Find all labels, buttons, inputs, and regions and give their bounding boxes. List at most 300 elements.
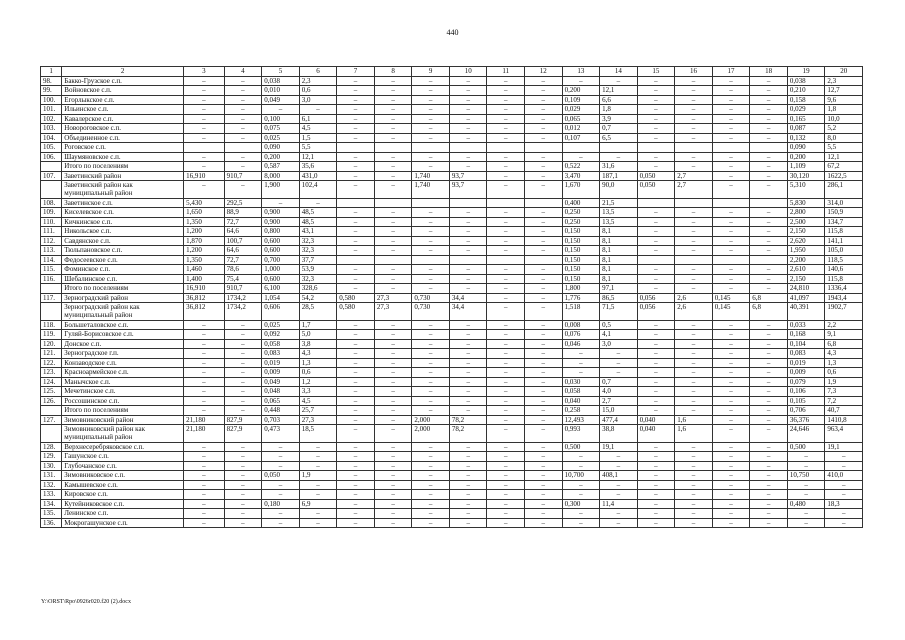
value-cell: – (675, 358, 713, 368)
value-cell: – (525, 509, 563, 519)
value-cell: – (750, 406, 788, 416)
table-row (41, 284, 863, 294)
value-cell: – (412, 217, 450, 227)
value-cell: 8,1 (600, 255, 638, 265)
value-cell: – (675, 227, 713, 237)
value-cell: 75,4 (224, 274, 262, 284)
table-row (41, 217, 863, 227)
value-cell: – (224, 330, 262, 340)
value-cell: 64,6 (224, 246, 262, 256)
value-cell: – (750, 133, 788, 143)
value-cell: – (712, 105, 750, 115)
value-cell: – (224, 452, 262, 462)
value-cell: – (675, 368, 713, 378)
value-cell: 7,2 (825, 396, 863, 406)
value-cell: 0,050 (637, 181, 675, 199)
value-cell (750, 143, 788, 153)
value-cell: 88,9 (224, 208, 262, 218)
table-row (41, 509, 863, 519)
value-cell: – (487, 406, 525, 416)
table-row (41, 198, 863, 208)
value-cell: 18,3 (825, 499, 863, 509)
value-cell (637, 255, 675, 265)
value-cell: 1,3 (299, 358, 337, 368)
value-cell: – (525, 105, 563, 115)
value-cell: – (525, 396, 563, 406)
value-cell: 6,9 (299, 499, 337, 509)
value-cell: – (750, 265, 788, 275)
value-cell: 1734,2 (224, 293, 262, 303)
value-cell: 4,5 (299, 396, 337, 406)
value-cell: – (712, 368, 750, 378)
value-cell: 27,3 (374, 293, 412, 303)
value-cell: – (412, 152, 450, 162)
value-cell: – (562, 518, 600, 528)
value-cell: 1622,5 (825, 171, 863, 181)
value-cell: – (449, 162, 487, 172)
value-cell: 32,3 (299, 246, 337, 256)
value-cell: 0,800 (262, 227, 300, 237)
value-cell: – (224, 95, 262, 105)
value-cell: – (675, 236, 713, 246)
row-name-cell: Кичкинское с.п. (62, 217, 184, 227)
value-cell: – (412, 358, 450, 368)
row-name-cell: Мечетинское с.п. (62, 387, 184, 397)
value-cell: 0,180 (262, 499, 300, 509)
value-cell: – (637, 86, 675, 96)
value-cell: – (337, 339, 375, 349)
value-cell: – (224, 396, 262, 406)
value-cell: 54,2 (299, 293, 337, 303)
row-name-cell: Федосеевское с.п. (62, 255, 184, 265)
value-cell (750, 255, 788, 265)
table-row (41, 162, 863, 172)
value-cell: – (675, 452, 713, 462)
row-number-cell: 128. (41, 442, 62, 452)
value-cell: 25,7 (299, 406, 337, 416)
value-cell: – (487, 303, 525, 321)
value-cell: 0,706 (787, 406, 825, 416)
value-cell (374, 198, 412, 208)
value-cell: 0,300 (562, 499, 600, 509)
value-cell: – (712, 425, 750, 443)
table-row (41, 518, 863, 528)
value-cell: – (712, 124, 750, 134)
value-cell: – (224, 461, 262, 471)
column-header: 5 (262, 67, 300, 77)
table-row (41, 274, 863, 284)
value-cell: – (750, 76, 788, 86)
value-cell: – (374, 499, 412, 509)
value-cell: 0,132 (787, 133, 825, 143)
value-cell: – (750, 95, 788, 105)
row-number-cell: 132. (41, 480, 62, 490)
value-cell: – (600, 461, 638, 471)
value-cell: 0,065 (262, 396, 300, 406)
value-cell: – (712, 265, 750, 275)
value-cell: 0,056 (637, 303, 675, 321)
value-cell: – (412, 396, 450, 406)
value-cell: 86,5 (600, 293, 638, 303)
column-header: 11 (487, 67, 525, 77)
value-cell: 34,4 (449, 303, 487, 321)
row-name-cell: Кавалерское с.п. (62, 114, 184, 124)
value-cell: – (412, 490, 450, 500)
value-cell: – (712, 471, 750, 481)
value-cell: – (675, 284, 713, 294)
value-cell: 27,3 (299, 415, 337, 425)
value-cell: 40,7 (825, 406, 863, 416)
value-cell: – (224, 471, 262, 481)
value-cell: – (262, 105, 300, 115)
table-row (41, 208, 863, 218)
value-cell: – (675, 162, 713, 172)
value-cell: – (487, 490, 525, 500)
value-cell: – (487, 265, 525, 275)
row-name-cell: Кировское с.п. (62, 490, 184, 500)
value-cell: – (224, 339, 262, 349)
value-cell: 8,1 (600, 274, 638, 284)
table-row (41, 246, 863, 256)
row-name-cell: Роговское с.п. (62, 143, 184, 153)
value-cell: – (412, 274, 450, 284)
value-cell: – (750, 246, 788, 256)
value-cell: – (184, 471, 225, 481)
value-cell: 41,097 (787, 293, 825, 303)
row-name-cell: Манычское с.п. (62, 377, 184, 387)
value-cell: 0,730 (412, 303, 450, 321)
value-cell: 21,5 (600, 198, 638, 208)
table-row (41, 105, 863, 115)
value-cell: – (262, 442, 300, 452)
value-cell: – (337, 490, 375, 500)
value-cell: 0,150 (562, 227, 600, 237)
value-cell: – (449, 320, 487, 330)
table-row (41, 461, 863, 471)
value-cell: – (675, 339, 713, 349)
value-cell: – (487, 480, 525, 490)
value-cell: – (449, 442, 487, 452)
value-cell: 0,900 (262, 217, 300, 227)
column-header: 14 (600, 67, 638, 77)
value-cell: 12,7 (825, 86, 863, 96)
value-cell: 93,7 (449, 171, 487, 181)
value-cell: – (487, 208, 525, 218)
value-cell: 827,9 (224, 415, 262, 425)
value-cell: – (449, 105, 487, 115)
value-cell: – (750, 368, 788, 378)
value-cell: – (337, 152, 375, 162)
value-cell: 3,0 (600, 339, 638, 349)
value-cell: 431,0 (299, 171, 337, 181)
value-cell: – (525, 499, 563, 509)
value-cell: 2,620 (787, 236, 825, 246)
value-cell: – (600, 490, 638, 500)
value-cell: 118,5 (825, 255, 863, 265)
row-number-cell: 133. (41, 490, 62, 500)
value-cell: – (224, 480, 262, 490)
value-cell: 0,150 (562, 274, 600, 284)
value-cell: 0,033 (787, 320, 825, 330)
value-cell: – (675, 274, 713, 284)
value-cell: – (184, 320, 225, 330)
value-cell: – (675, 490, 713, 500)
value-cell: – (487, 377, 525, 387)
value-cell: – (299, 490, 337, 500)
value-cell: – (712, 76, 750, 86)
value-cell: 0,6 (299, 368, 337, 378)
column-header: 16 (675, 67, 713, 77)
value-cell: 0,104 (787, 339, 825, 349)
value-cell: – (637, 95, 675, 105)
value-cell: 477,4 (600, 415, 638, 425)
value-cell: 0,500 (787, 442, 825, 452)
value-cell: – (412, 461, 450, 471)
value-cell: 11,4 (600, 499, 638, 509)
row-name-cell: Тюльпановское с.п. (62, 246, 184, 256)
row-name-cell: Новороговское с.п. (62, 124, 184, 134)
value-cell: – (449, 349, 487, 359)
value-cell (750, 198, 788, 208)
value-cell: – (487, 124, 525, 134)
row-number-cell: 112. (41, 236, 62, 246)
row-name-cell: Итого по поселениям (62, 284, 184, 294)
value-cell: 963,4 (825, 425, 863, 443)
value-cell (525, 198, 563, 208)
value-cell: 3,0 (299, 95, 337, 105)
value-cell: 0,473 (262, 425, 300, 443)
value-cell: – (412, 330, 450, 340)
value-cell: – (750, 377, 788, 387)
value-cell: 1,670 (562, 181, 600, 199)
value-cell: 0,019 (262, 358, 300, 368)
value-cell: – (374, 349, 412, 359)
value-cell: 2,2 (825, 320, 863, 330)
value-cell: – (825, 518, 863, 528)
value-cell: – (562, 76, 600, 86)
value-cell: 53,9 (299, 265, 337, 275)
value-cell: 0,075 (262, 124, 300, 134)
value-cell: – (750, 490, 788, 500)
value-cell: – (487, 320, 525, 330)
value-cell: – (525, 76, 563, 86)
value-cell: – (412, 442, 450, 452)
value-cell: – (262, 490, 300, 500)
value-cell: – (712, 236, 750, 246)
value-cell: – (637, 480, 675, 490)
value-cell: – (675, 95, 713, 105)
value-cell: – (262, 518, 300, 528)
value-cell: – (224, 377, 262, 387)
table-row (41, 236, 863, 246)
table-row (41, 349, 863, 359)
table-row (41, 490, 863, 500)
value-cell: – (675, 133, 713, 143)
value-cell: – (449, 499, 487, 509)
value-cell: – (449, 246, 487, 256)
value-cell: – (675, 349, 713, 359)
table-row (41, 415, 863, 425)
value-cell: 1336,4 (825, 284, 863, 294)
table-row (41, 95, 863, 105)
column-header: 17 (712, 67, 750, 77)
value-cell: – (637, 274, 675, 284)
value-cell: 31,6 (600, 162, 638, 172)
value-cell: – (337, 217, 375, 227)
value-cell: – (299, 442, 337, 452)
value-cell: 1,800 (562, 284, 600, 294)
row-number-cell: 126. (41, 396, 62, 406)
value-cell: 1,8 (825, 105, 863, 115)
value-cell: – (750, 396, 788, 406)
value-cell: – (525, 171, 563, 181)
value-cell: – (675, 499, 713, 509)
value-cell: – (224, 490, 262, 500)
value-cell: 9,6 (825, 95, 863, 105)
value-cell: 1,400 (184, 274, 225, 284)
value-cell: 286,1 (825, 181, 863, 199)
table-row (41, 368, 863, 378)
value-cell: – (600, 152, 638, 162)
value-cell: 1,200 (184, 246, 225, 256)
value-cell: – (637, 265, 675, 275)
value-cell: – (299, 518, 337, 528)
value-cell: 4,5 (299, 124, 337, 134)
value-cell: – (487, 442, 525, 452)
value-cell: – (637, 114, 675, 124)
value-cell: 1,900 (262, 181, 300, 199)
value-cell: – (412, 387, 450, 397)
value-cell: – (184, 368, 225, 378)
value-cell: – (675, 330, 713, 340)
value-cell: – (449, 76, 487, 86)
value-cell: – (825, 480, 863, 490)
value-cell: – (449, 396, 487, 406)
value-cell: 8,1 (600, 227, 638, 237)
value-cell: – (224, 152, 262, 162)
row-name-cell: Глубочанское с.п. (62, 461, 184, 471)
value-cell: – (637, 330, 675, 340)
value-cell: – (712, 274, 750, 284)
value-cell: – (562, 509, 600, 519)
value-cell: 1,5 (299, 133, 337, 143)
value-cell: – (487, 236, 525, 246)
column-header: 12 (525, 67, 563, 77)
value-cell: – (750, 415, 788, 425)
row-name-cell: Красноармейское с.п. (62, 368, 184, 378)
row-number-cell: 124. (41, 377, 62, 387)
value-cell: 0,010 (262, 86, 300, 96)
value-cell: – (712, 406, 750, 416)
value-cell: – (184, 480, 225, 490)
value-cell: – (487, 95, 525, 105)
value-cell: – (525, 452, 563, 462)
value-cell: 1,740 (412, 181, 450, 199)
value-cell: 2,7 (600, 396, 638, 406)
value-cell: 141,1 (825, 236, 863, 246)
value-cell: – (675, 480, 713, 490)
value-cell: 910,7 (224, 284, 262, 294)
value-cell: 32,3 (299, 236, 337, 246)
value-cell: – (487, 105, 525, 115)
value-cell: 0,6 (299, 86, 337, 96)
value-cell: – (487, 499, 525, 509)
value-cell: – (637, 499, 675, 509)
value-cell: – (637, 461, 675, 471)
value-cell: – (449, 217, 487, 227)
value-cell: – (412, 471, 450, 481)
value-cell: – (675, 471, 713, 481)
value-cell: – (337, 86, 375, 96)
value-cell: – (449, 133, 487, 143)
value-cell: 0,090 (262, 143, 300, 153)
column-header: 20 (825, 67, 863, 77)
value-cell: 6,6 (600, 95, 638, 105)
row-number-cell: 129. (41, 452, 62, 462)
value-cell: 2,200 (787, 255, 825, 265)
value-cell: – (637, 236, 675, 246)
value-cell: – (825, 461, 863, 471)
value-cell: – (750, 320, 788, 330)
value-cell: – (184, 406, 225, 416)
value-cell: – (374, 246, 412, 256)
value-cell (525, 255, 563, 265)
value-cell: – (374, 133, 412, 143)
value-cell: – (337, 518, 375, 528)
value-cell: 2,7 (675, 181, 713, 199)
table-row (41, 124, 863, 134)
value-cell: – (750, 480, 788, 490)
value-cell: – (374, 377, 412, 387)
value-cell: 2,800 (787, 208, 825, 218)
column-header: 6 (299, 67, 337, 77)
value-cell: – (299, 461, 337, 471)
value-cell: – (412, 114, 450, 124)
value-cell: – (412, 105, 450, 115)
value-cell: 0,040 (637, 425, 675, 443)
row-name-cell: Савдянское с.п. (62, 236, 184, 246)
value-cell: 35,6 (299, 162, 337, 172)
row-name-cell: Зерноградский район (62, 293, 184, 303)
value-cell: 827,9 (224, 425, 262, 443)
row-number-cell (41, 303, 62, 321)
value-cell: – (449, 509, 487, 519)
value-cell: – (712, 217, 750, 227)
value-cell: – (675, 320, 713, 330)
value-cell: – (184, 339, 225, 349)
value-cell: 2,6 (675, 293, 713, 303)
value-cell: 115,8 (825, 227, 863, 237)
value-cell: 5,5 (825, 143, 863, 153)
value-cell: 0,480 (787, 499, 825, 509)
value-cell: – (675, 217, 713, 227)
column-header: 18 (750, 67, 788, 77)
value-cell: – (412, 518, 450, 528)
value-cell: – (712, 377, 750, 387)
value-cell: 9,1 (825, 330, 863, 340)
row-number-cell: 127. (41, 415, 62, 425)
row-number-cell: 121. (41, 349, 62, 359)
value-cell: – (374, 162, 412, 172)
value-cell: – (750, 86, 788, 96)
value-cell: – (299, 198, 337, 208)
value-cell: – (825, 509, 863, 519)
value-cell: 5,5 (299, 143, 337, 153)
value-cell: 28,5 (299, 303, 337, 321)
value-cell: 328,6 (299, 284, 337, 294)
value-cell: – (637, 471, 675, 481)
value-cell: – (712, 452, 750, 462)
